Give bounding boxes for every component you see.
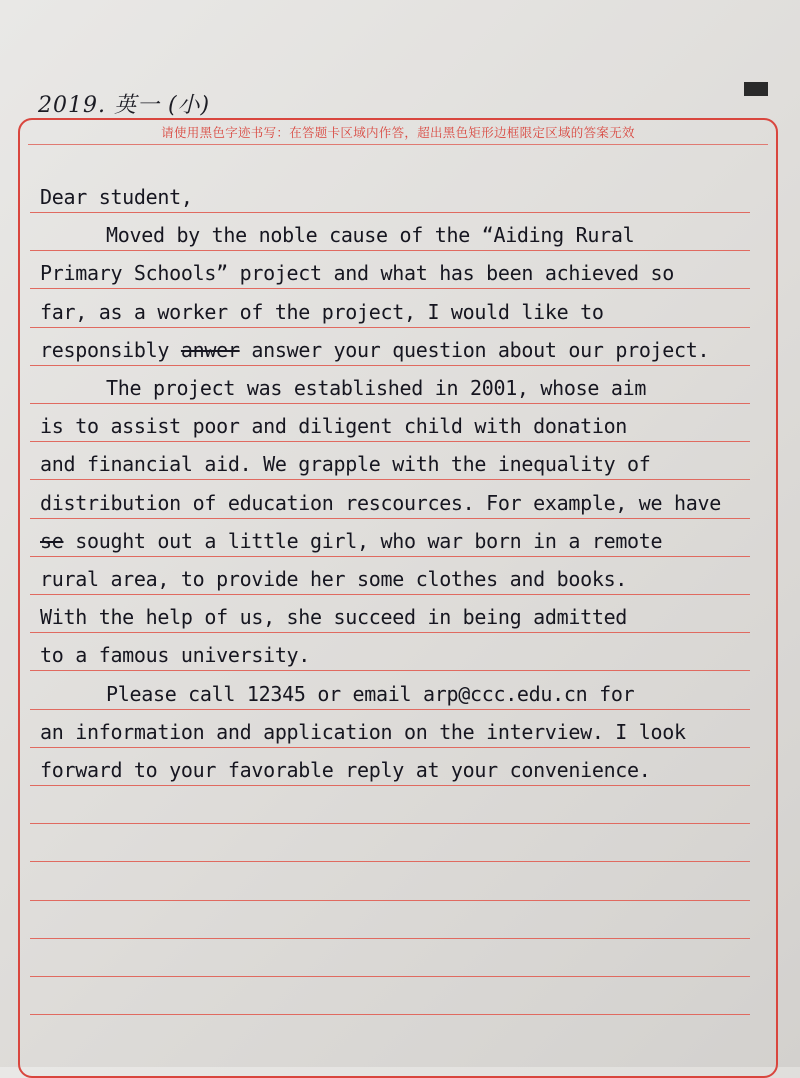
ruled-line — [30, 518, 750, 519]
line-text: Primary Schools” project and what has been achieved so — [40, 261, 675, 285]
line-text: forward to your favorable reply at your convenience. — [40, 758, 651, 782]
line-text-continued: sought out a little girl, who war born in a remote — [63, 529, 663, 553]
ruled-line — [30, 250, 750, 251]
letter-line — [40, 491, 740, 515]
line-text: Moved by the noble cause of the “Aiding Rural — [106, 223, 635, 247]
line-text: rural area, to provide her some clothes and books. — [40, 567, 628, 591]
instruction-text: 请使用黑色字迹书写：在答题卡区域内作答，超出黑色矩形边框限定区域的答案无效 — [161, 125, 635, 140]
letter-line — [40, 452, 740, 476]
ruled-line — [30, 288, 750, 289]
letter-line — [40, 338, 740, 362]
ruled-line — [30, 403, 750, 404]
ruled-line — [30, 976, 750, 977]
line-text: responsibly — [40, 338, 170, 362]
letter-line — [40, 643, 740, 667]
crossed-out-word: anwer — [180, 338, 240, 362]
ruled-line — [30, 594, 750, 595]
line-text: far, as a worker of the project, I would like to — [40, 300, 604, 324]
ruled-line — [30, 785, 750, 786]
ruled-line — [30, 327, 750, 328]
ruled-line — [30, 938, 750, 939]
line-text: an information and application on the interview. I look — [40, 720, 686, 744]
line-text-continued: answer your question about our project. — [239, 338, 710, 362]
ruled-line — [30, 747, 750, 748]
letter-line — [40, 223, 740, 247]
ruled-line — [30, 212, 750, 213]
letter-line — [40, 185, 740, 209]
letter-line — [40, 605, 740, 629]
line-text: and financial aid. We grapple with the inequality of — [40, 452, 651, 476]
header-note: 2019. 英一 (小) — [38, 93, 211, 118]
line-text: With the help of us, she succeed in being admitted — [40, 605, 628, 629]
crossed-out-word: se — [40, 529, 64, 553]
letter-line — [40, 758, 740, 782]
ruled-line — [30, 365, 750, 366]
letter-line — [40, 261, 740, 285]
alignment-mark — [744, 82, 768, 96]
line-text: distribution of education rescources. For example, we have — [40, 491, 721, 515]
letter-line — [40, 720, 740, 744]
instruction-divider — [28, 144, 768, 145]
line-text: to a famous university. — [40, 643, 311, 667]
ruled-line — [30, 632, 750, 633]
letter-line — [40, 300, 740, 324]
ruled-line — [30, 900, 750, 901]
line-text: is to assist poor and diligent child with donation — [40, 414, 628, 438]
letter-line — [40, 567, 740, 591]
ruled-line — [30, 709, 750, 710]
ruled-line — [30, 556, 750, 557]
ruled-line — [30, 441, 750, 442]
ruled-line — [30, 479, 750, 480]
line-text: The project was established in 2001, whose aim — [106, 376, 647, 400]
ruled-line — [30, 1014, 750, 1015]
letter-line — [40, 529, 740, 553]
ruled-line — [30, 823, 750, 824]
letter-line — [40, 682, 740, 706]
letter-line — [40, 414, 740, 438]
ruled-line — [30, 670, 750, 671]
ruled-line — [30, 861, 750, 862]
line-text: Please call 12345 or email arp@ccc.edu.cn for — [106, 682, 635, 706]
letter-line — [40, 376, 740, 400]
line-text: Dear student, — [40, 185, 193, 209]
